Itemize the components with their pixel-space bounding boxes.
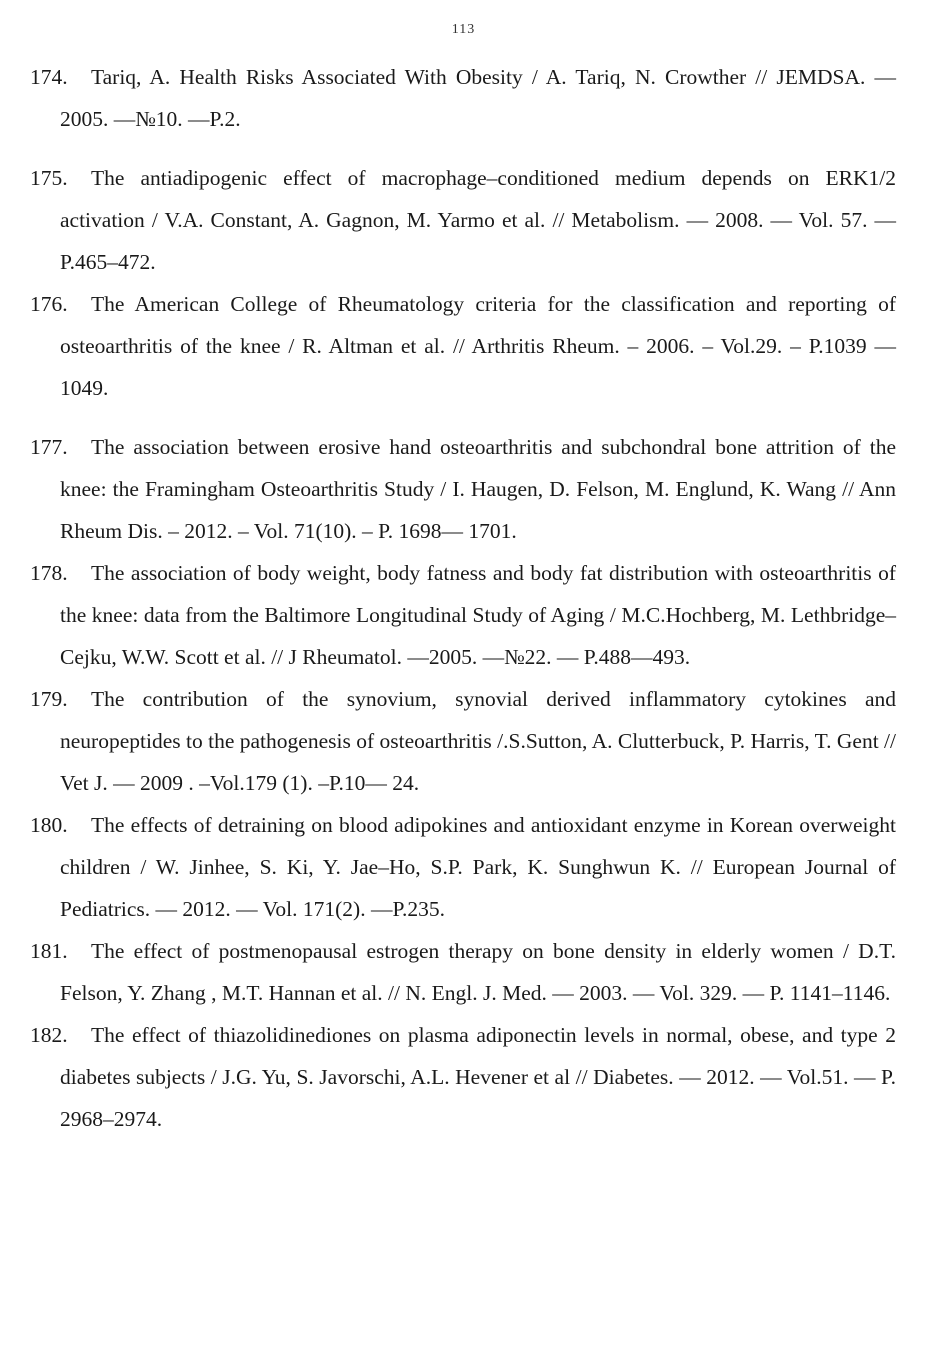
reference-item [30, 426, 896, 552]
reference-number: 174. [30, 65, 68, 89]
reference-item [30, 157, 896, 283]
reference-number: 175. [30, 166, 68, 190]
reference-item [30, 804, 896, 930]
reference-text: The contribution of the synovium, synovial derived inflammatory cytokines and neuropeptides to the pathogenesis of osteoarthritis /.S.Sutton, A. Clutterbuck, P. Harris, T. Gent // Vet J. — 2009 . –Vol.179 (1). –P.10— 24. [60, 687, 896, 795]
reference-text: The American College of Rheumatology criteria for the classification and reporting of osteoarthritis of the knee / R. Altman et al. // Arthritis Rheum. – 2006. – Vol.29. – P.1039 — 1049. [60, 292, 896, 400]
reference-text: The effect of postmenopausal estrogen therapy on bone density in elderly women / D.T. Felson, Y. Zhang , M.T. Hannan et al. // N. Engl. J. Med. — 2003. — Vol. 329. — P. 1141–1146. [60, 939, 896, 1005]
reference-item [30, 56, 896, 140]
reference-number: 177. [30, 435, 68, 459]
reference-text: The association of body weight, body fatness and body fat distribution with osteoarthritis of the knee: data from the Baltimore Longitudinal Study of Aging / M.C.Hochberg, M. Lethbridge–Cejku, W.W. Scott et al. // J Rheumatol. —2005. —№22. — P.488—493. [60, 561, 896, 669]
reference-text: Tariq, A. Health Risks Associated With Obesity / A. Tariq, N. Crowther // JEMDSA. — 2005. —№10. —P.2. [60, 65, 896, 131]
reference-text: The antiadipogenic effect of macrophage–conditioned medium depends on ERK1/2 activation / V.A. Constant, A. Gagnon, M. Yarmo et al. // Metabolism. — 2008. — Vol. 57. — P.465–472. [60, 166, 896, 274]
page-number: 113 [451, 22, 476, 37]
reference-number: 180. [30, 813, 68, 837]
reference-item [30, 283, 896, 409]
reference-number: 181. [30, 939, 68, 963]
reference-text: The effect of thiazolidinediones on plasma adiponectin levels in normal, obese, and type 2 diabetes subjects / J.G. Yu, S. Javorschi, A.L. Hevener et al // Diabetes. — 2012. — Vol.51. — P. 2968–2974. [60, 1023, 896, 1131]
reference-item [30, 930, 896, 1014]
reference-text: The effects of detraining on blood adipokines and antioxidant enzyme in Korean overweight children / W. Jinhee, S. Ki, Y. Jae–Ho, S.P. Park, K. Sunghwun K. // European Journal of Pediatrics. — 2012. — Vol. 171(2). —P.235. [60, 813, 896, 921]
reference-list [30, 56, 896, 1140]
reference-number: 179. [30, 687, 68, 711]
reference-number: 176. [30, 292, 68, 316]
reference-number: 178. [30, 561, 68, 585]
reference-item [30, 1014, 896, 1140]
reference-text: The association between erosive hand osteoarthritis and subchondral bone attrition of the knee: the Framingham Osteoarthritis Study / I. Haugen, D. Felson, M. Englund, K. Wang // Ann Rheum Dis. – 2012. – Vol. 71(10). – P. 1698— 1701. [60, 435, 896, 543]
reference-item [30, 678, 896, 804]
reference-item [30, 552, 896, 678]
reference-number: 182. [30, 1023, 68, 1047]
